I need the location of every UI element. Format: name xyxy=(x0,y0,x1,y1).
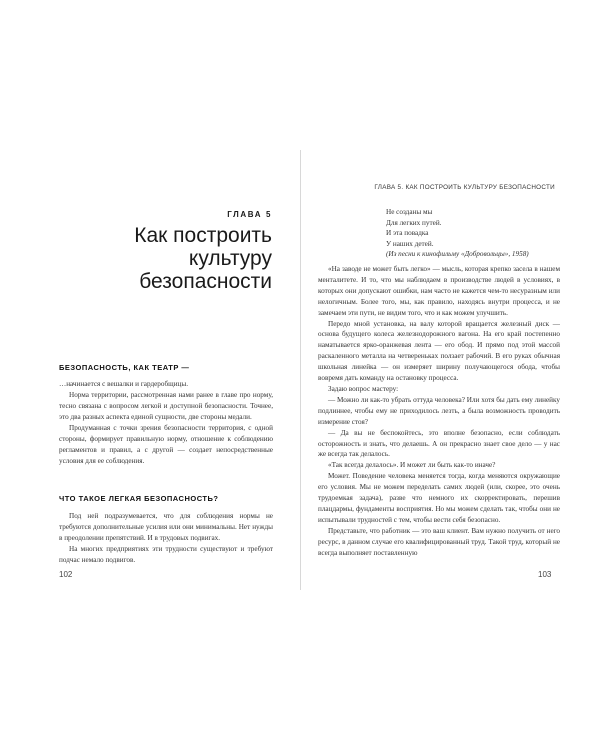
paragraph: Норма территории, рассмотренная нами ранее в главе про норму, тесно связана с вопросом легкой и доступной безопасности. Точнее, это два разных аспекта единой сущности, две стороны медали. xyxy=(59,391,273,421)
paragraph: Передо мной установка, на валу которой вращается железный диск — основа будущего колеса железнодорожного вагона. На его край постепенно наматывается ярко-оранжевая лента — его обод. И прямо под этой массой раскаленного металла на четвереньках ползает рабочий. В его руках обычная школьная линейка — он измеряет ширину получающегося обода, чтобы вовремя дать команду на остановку процесса. xyxy=(318,319,560,383)
paragraph: Представьте, что работник — это ваш клиент. Вам нужно получить от него ресурс, в данном случае его квалифицированный труд. Такой труд, который не всегда выполняет поставленную xyxy=(318,526,560,557)
paragraph: — Можно ли как-то убрать оттуда человека? Или хотя бы дать ему линейку подлиннее, чтобы ему не приходилось лезть, а была возможность проводить измерение стоя? xyxy=(318,395,560,426)
chapter-title xyxy=(10,224,272,293)
page-number-right: 103 xyxy=(538,570,552,579)
paragraph: На многих предприятиях эти трудности существуют и требуют подчас немало подвигов. xyxy=(59,545,273,564)
paragraph: Может. Поведение человека меняется тогда, когда меняются окружающие его условия. Мы не можем переделать самих людей (или, скорее, это очень трудоемкая задача), разве что немного их скорректировать, перешив плацдармы, фундаменты восприятия. Но мы можем сделать так, чтобы они не испытывали трудностей с тем, чтобы вести себя безопасно. xyxy=(318,472,560,524)
epigraph-line: Для легких путей. xyxy=(386,218,442,227)
paragraph: Продуманная с точки зрения безопасности территория, с одной стороны, формирует правильную норму, отношение к соблюдению регламентов и правил, а с другой — создает непосредственные условия для ее соблюдения. xyxy=(59,424,273,465)
epigraph-line: Не созданы мы xyxy=(386,208,433,216)
paragraph: Под ней подразумевается, что для соблюдения нормы не требуются дополнительные усилия или они минимальны. Нет нужды в преодолении препятствий. И в трудовых подвигах. xyxy=(59,512,273,542)
section-heading-theatre: БЕЗОПАСНОСТЬ, КАК ТЕАТР — xyxy=(59,363,190,372)
epigraph xyxy=(386,207,556,260)
right-page-body xyxy=(318,264,560,558)
left-page xyxy=(10,150,288,590)
running-head: ГЛАВА 5. КАК ПОСТРОИТЬ КУЛЬТУРУ БЕЗОПАСНОСТИ xyxy=(374,184,555,191)
epigraph-source: (Из песни к кинофильму «Добровольцы», 1958) xyxy=(386,250,529,259)
page-number-left: 102 xyxy=(59,570,73,579)
epigraph-line: У наших детей. xyxy=(386,239,434,248)
right-page xyxy=(300,150,591,590)
chapter-title-line: Как построить xyxy=(134,224,272,247)
section-heading-easy-safety: ЧТО ТАКОЕ ЛЕГКАЯ БЕЗОПАСНОСТЬ? xyxy=(59,494,219,503)
section-body-theatre xyxy=(59,379,273,467)
paragraph: «На заводе не может быть легко» — мысль, которая крепко засела в нашем менталитете. И то, что мы наблюдаем в производстве людей в условиях, в которых они допускают ошибки, нам часто не кажется чем-то несуразным или нелогичным. Более того, мы, как правило, находясь внутри процесса, и не замечаем эти пути, не видим того, что и как можем улучшить. xyxy=(318,265,560,317)
paragraph: …начинается с вешалки и гардеробщицы. xyxy=(59,380,189,388)
paragraph: — Да вы не беспокойтесь, это вполне безопасно, если соблюдать осторожность и знать, что делаешь. А он прекрасно знает свое дело — у нас же всегда так делалось. xyxy=(318,428,560,459)
chapter-title-line: безопасности xyxy=(139,270,272,293)
paragraph: «Так всегда делалось». И может ли быть как-то иначе? xyxy=(328,461,496,470)
section-body-easy-safety xyxy=(59,511,273,566)
chapter-label: ГЛАВА 5 xyxy=(227,210,272,219)
chapter-title-line: культуру xyxy=(188,247,272,270)
epigraph-line: И эта повадка xyxy=(386,229,429,238)
paragraph: Задаю вопрос мастеру: xyxy=(328,384,399,393)
